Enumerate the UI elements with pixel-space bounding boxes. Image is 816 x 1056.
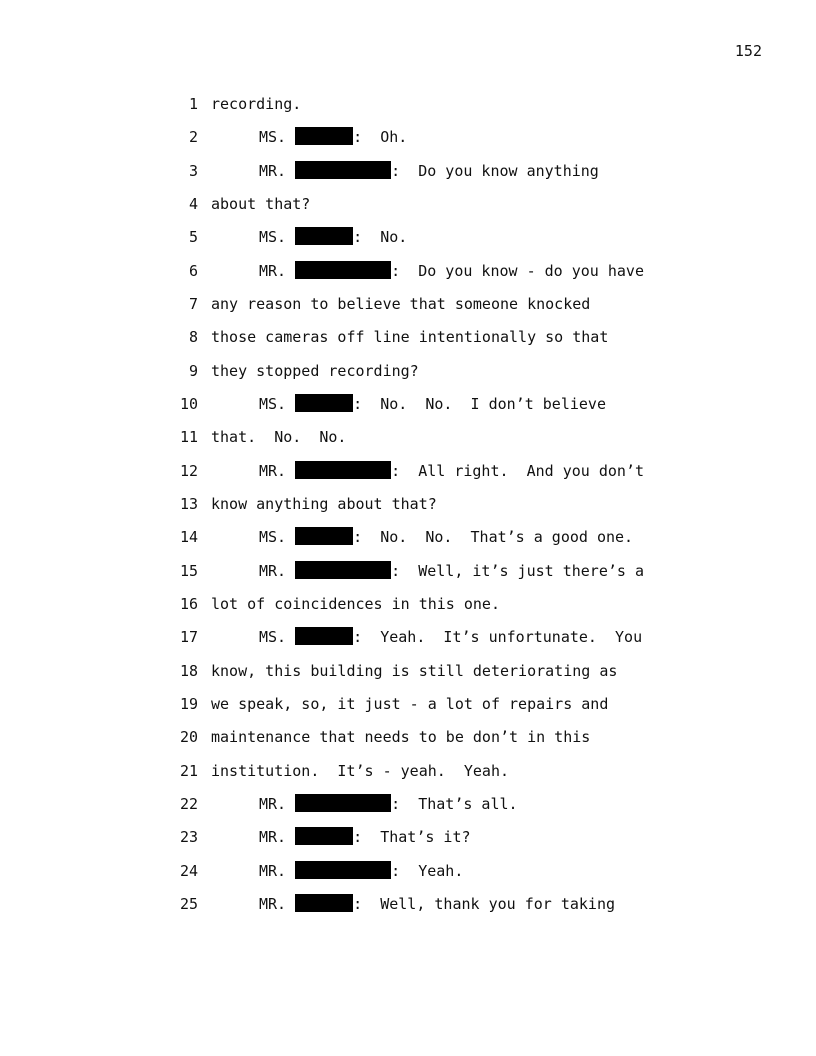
line-number: 1 xyxy=(188,95,198,113)
speech-text: : Well, it’s just there’s a xyxy=(391,561,644,580)
line-text: recording. xyxy=(211,95,302,113)
speech-text: : Well, thank you for taking xyxy=(353,894,616,913)
transcript-line xyxy=(0,627,816,660)
transcript-line xyxy=(0,261,816,294)
line-text: those cameras off line intentionally so that xyxy=(211,328,609,347)
line-number: 2 xyxy=(188,128,198,147)
line-number: 20 xyxy=(179,728,198,747)
redacted-name xyxy=(295,227,353,245)
line-text: that. No. No. xyxy=(211,428,347,447)
line-number: 8 xyxy=(188,328,198,347)
line-number: 25 xyxy=(179,894,198,913)
transcript-line xyxy=(0,561,816,594)
transcript-line xyxy=(0,161,816,194)
speaker-turn xyxy=(259,527,633,547)
line-number: 10 xyxy=(179,394,198,413)
transcript-line xyxy=(0,794,816,827)
line-number: 5 xyxy=(188,228,198,247)
transcript-line xyxy=(0,427,816,460)
redacted-name xyxy=(295,527,353,545)
line-text: institution. It’s - yeah. Yeah. xyxy=(211,761,510,780)
speech-text: : Do you know anything xyxy=(391,161,599,180)
speaker-turn xyxy=(259,261,644,281)
transcript-line xyxy=(0,194,816,227)
page-number: 152 xyxy=(734,42,762,60)
speaker-turn xyxy=(259,827,471,847)
speech-text: : Do you know - do you have xyxy=(391,261,644,280)
transcript-line xyxy=(0,527,816,560)
speaker-title: MR. xyxy=(259,894,287,913)
transcript-line xyxy=(0,461,816,494)
line-number: 21 xyxy=(179,761,198,780)
speaker-title: MS. xyxy=(259,128,287,147)
redacted-name xyxy=(295,127,353,145)
speech-text: : No. xyxy=(353,228,408,247)
line-number: 15 xyxy=(179,561,198,580)
line-number: 11 xyxy=(179,428,198,447)
line-number: 19 xyxy=(179,694,198,713)
line-text: maintenance that needs to be don’t in this xyxy=(211,728,591,747)
redacted-name xyxy=(295,894,353,912)
transcript-line xyxy=(0,227,816,260)
line-number: 17 xyxy=(179,628,198,647)
speaker-turn xyxy=(259,861,463,881)
transcript-line xyxy=(0,361,816,394)
redacted-name xyxy=(295,261,391,279)
transcript-line xyxy=(0,661,816,694)
transcript-line xyxy=(0,494,816,527)
speaker-title: MR. xyxy=(259,861,287,880)
line-text: they stopped recording? xyxy=(211,361,419,380)
transcript-line xyxy=(0,394,816,427)
line-number: 18 xyxy=(179,661,198,680)
speaker-title: MS. xyxy=(259,628,287,647)
transcript-line xyxy=(0,894,816,927)
transcript-line xyxy=(0,727,816,760)
speaker-title: MR. xyxy=(259,461,287,480)
redacted-name xyxy=(295,827,353,845)
transcript-line xyxy=(0,94,816,127)
redacted-name xyxy=(295,627,353,645)
speaker-title: MR. xyxy=(259,794,287,813)
line-text: about that? xyxy=(211,194,311,213)
speaker-turn xyxy=(259,127,407,147)
speaker-title: MR. xyxy=(259,161,287,180)
line-text: any reason to believe that someone knocked xyxy=(211,294,591,313)
transcript-line xyxy=(0,861,816,894)
redacted-name xyxy=(295,461,391,479)
transcript-line xyxy=(0,327,816,360)
speaker-turn xyxy=(259,561,644,581)
speaker-turn xyxy=(259,227,407,247)
line-number: 23 xyxy=(179,828,198,847)
speaker-title: MR. xyxy=(259,828,287,847)
speaker-turn xyxy=(259,794,518,814)
redacted-name xyxy=(295,561,391,579)
speaker-turn xyxy=(259,394,606,414)
speech-text: : No. No. That’s a good one. xyxy=(353,528,634,547)
redacted-name xyxy=(295,861,391,879)
redacted-name xyxy=(295,794,391,812)
line-text: lot of coincidences in this one. xyxy=(211,594,500,613)
line-number: 13 xyxy=(179,494,198,513)
speaker-title: MS. xyxy=(259,394,287,413)
line-number: 3 xyxy=(188,161,198,180)
speech-text: : Yeah. xyxy=(391,861,464,880)
line-number: 12 xyxy=(179,461,198,480)
line-number: 14 xyxy=(179,528,198,547)
redacted-name xyxy=(295,394,353,412)
line-text: know, this building is still deteriorating as xyxy=(211,661,618,680)
speech-text: : Oh. xyxy=(353,128,408,147)
transcript-line xyxy=(0,827,816,860)
transcript-line xyxy=(0,127,816,160)
line-number: 9 xyxy=(188,361,198,380)
line-text: know anything about that? xyxy=(211,494,437,513)
speaker-title: MR. xyxy=(259,261,287,280)
transcript-line xyxy=(0,594,816,627)
transcript-line xyxy=(0,761,816,794)
speech-text: : No. No. I don’t believe xyxy=(353,394,606,413)
transcript-body xyxy=(0,94,816,927)
speech-text: : Yeah. It’s unfortunate. You xyxy=(353,628,643,647)
transcript-line xyxy=(0,694,816,727)
speaker-turn xyxy=(259,161,599,181)
line-number: 6 xyxy=(188,261,198,280)
line-number: 22 xyxy=(179,794,198,813)
transcript-line xyxy=(0,294,816,327)
line-number: 24 xyxy=(179,861,198,880)
line-number: 16 xyxy=(179,594,198,613)
transcript-lines xyxy=(0,94,816,927)
speaker-turn xyxy=(259,461,644,481)
speech-text: : That’s all. xyxy=(391,794,518,813)
redacted-name xyxy=(295,161,391,179)
speaker-turn xyxy=(259,627,642,647)
speaker-title: MS. xyxy=(259,228,287,247)
speech-text: : That’s it? xyxy=(353,828,471,847)
speaker-turn xyxy=(259,894,615,914)
line-text: we speak, so, it just - a lot of repairs and xyxy=(211,694,609,713)
line-number: 4 xyxy=(188,194,198,213)
speaker-title: MR. xyxy=(259,561,287,580)
speech-text: : All right. And you don’t xyxy=(391,461,644,480)
speaker-title: MS. xyxy=(259,528,287,547)
line-number: 7 xyxy=(188,294,198,313)
